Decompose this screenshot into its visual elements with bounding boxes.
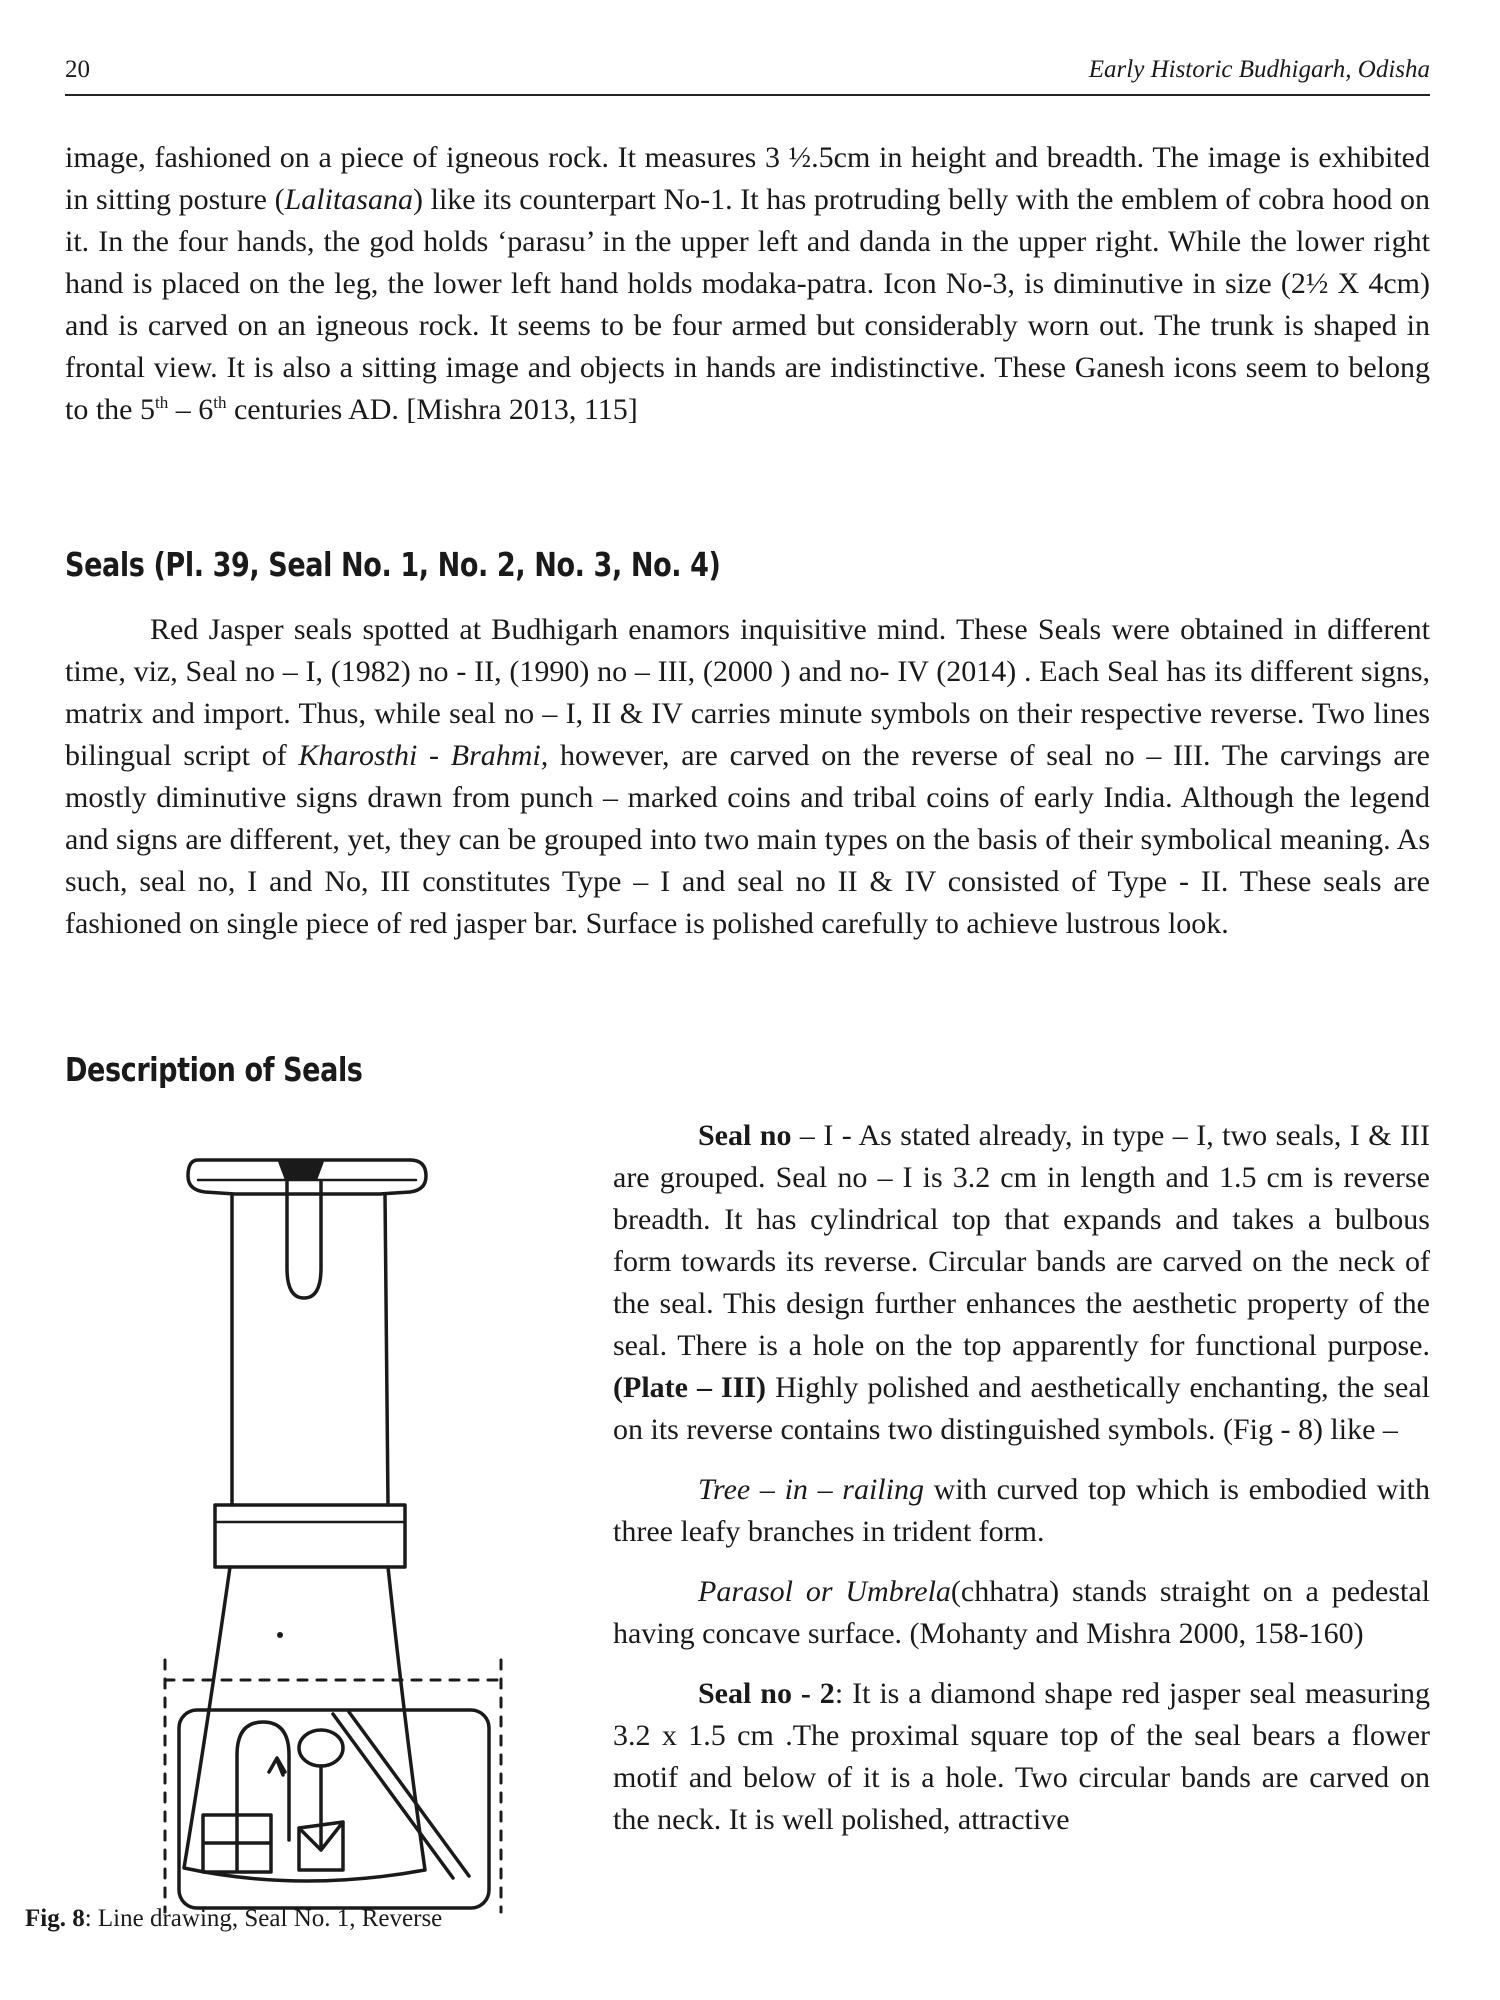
seal-1-text-1: – I - As stated already, in type – I, two seals, I & III are grouped. Seal no – I is 3.2 cm in length and 1.5 cm is reverse breadth. It has cylindrical top that expands and takes a bulbous form towards its reverse. Circular bands are carved on the neck of the seal. This design further enhances the aesthetic property of the seal. There is a hole on the top apparently for functional purpose. xyxy=(613,1119,1430,1362)
parasol-text: (chhatra) stands straight on a pedestal having concave surface. (Mohanty and Mishra 2000, 158-160) xyxy=(613,1575,1430,1650)
parasol-term: Parasol or Umbrela xyxy=(698,1575,951,1608)
intro-text-4: centuries AD. [Mishra 2013, 115] xyxy=(226,393,638,426)
parasol-arch-icon xyxy=(237,1722,289,1840)
superscript-th-2: th xyxy=(213,393,227,412)
intro-text-2: ) like its counterpart No-1. It has protruding belly with the emblem of cobra hood on it. In the four hands, the god holds ‘parasu’ in the upper left and danda in the upper right. While the lower right hand is placed on the leg, the lower left hand holds modaka-patra. Icon No-3, is diminutive in size (2½ X 4cm) and is carved on an igneous rock. It seems to be four armed but considerably worn out. The trunk is shaped in frontal view. It is also a sitting image and objects in hands are indistinctive. These Ganesh icons seem to belong to the 5 xyxy=(65,183,1430,426)
reverse-frame xyxy=(179,1710,489,1908)
seal-2-paragraph xyxy=(613,1673,1430,1841)
intro-term-lalitasana: Lalitasana xyxy=(284,183,413,216)
tree-leaf-icon xyxy=(269,1758,285,1775)
seal-hole-mark xyxy=(280,1162,322,1178)
seals-text-1: Red Jasper seals spotted at Budhigarh enamors inquisitive mind. These Seals were obtained in different time, viz, Seal no – I, (1982) no - II, (1990) no – III, (2000 ) and no- IV (2014) . Each Seal has its different signs, matrix and import. Thus, while seal no – I, II & IV carries minute symbols on their respective reverse. Two lines bilingual script of xyxy=(65,613,1430,772)
parasol-paragraph xyxy=(613,1571,1430,1655)
intro-text-1: image, fashioned on a piece of igneous rock. It measures 3 ½.5cm in height and breadth. The image is exhibited in sitting posture ( xyxy=(65,141,1430,216)
seal-1-text-2: Highly polished and aesthetically enchanting, the seal on its reverse contains two distinguished symbols. (Fig - 8) like – xyxy=(613,1371,1430,1446)
seals-section-heading: Seals (Pl. 39, Seal No. 1, No. 2, No. 3, No. 4) xyxy=(65,545,721,584)
tree-in-railing-term: Tree – in – railing xyxy=(698,1473,924,1506)
description-column xyxy=(613,1115,1430,1859)
tree-in-railing-paragraph xyxy=(613,1469,1430,1553)
seal-neck-slot xyxy=(287,1182,321,1298)
seal-2-text: : It is a diamond shape red jasper seal measuring 3.2 x 1.5 cm .The proximal square top of the seal bears a flower motif and below of it is a hole. Two circular bands are carved on the neck. It is well polished, attractive xyxy=(613,1677,1430,1836)
running-title: Early Historic Budhigarh, Odisha xyxy=(1088,56,1430,83)
seal-1-paragraph xyxy=(613,1115,1430,1451)
intro-text-3: – 6 xyxy=(168,393,214,426)
figure-8 xyxy=(60,1130,600,1980)
railing-pedestal-icon xyxy=(203,1815,271,1872)
plate-reference: (Plate – III) xyxy=(613,1371,767,1404)
seal-neck-sides xyxy=(232,1194,388,1505)
tree-top-icon xyxy=(299,1730,343,1766)
tree-trunk-icon xyxy=(299,1766,343,1870)
seal-1-label: Seal no xyxy=(698,1119,792,1152)
superscript-th-1: th xyxy=(155,393,169,412)
intro-paragraph xyxy=(65,137,1430,431)
seals-paragraph xyxy=(65,609,1430,945)
diagonal-border-icon xyxy=(333,1712,469,1878)
page-number: 20 xyxy=(65,56,90,83)
description-section-heading: Description of Seals xyxy=(65,1050,363,1089)
script-name: Kharosthi - Brahmi, xyxy=(298,739,549,772)
running-header xyxy=(65,50,1430,96)
tree-in-railing-text: with curved top which is embodied with three leafy branches in trident form. xyxy=(613,1473,1430,1548)
seal-2-label: Seal no - 2 xyxy=(698,1677,835,1710)
seal-surface-dot xyxy=(277,1632,283,1638)
figure-caption-text: : Line drawing, Seal No. 1, Reverse xyxy=(84,1905,443,1932)
reverse-symbols-drawing xyxy=(153,1650,523,1920)
seals-text-2: however, are carved on the reverse of seal no – III. The carvings are mostly diminutive signs drawn from punch – marked coins and tribal coins of early India. Although the legend and signs are different, yet, they can be grouped into two main types on the basis of their symbolical meaning. As such, seal no, I and No, III constitutes Type – I and seal no II & IV consisted of Type - II. These seals are fashioned on single piece of red jasper bar. Surface is polished carefully to achieve lustrous look. xyxy=(65,739,1430,940)
figure-label: Fig. 8 xyxy=(25,1905,85,1932)
figure-caption xyxy=(25,1905,585,1933)
seal-neck-band xyxy=(215,1505,405,1567)
